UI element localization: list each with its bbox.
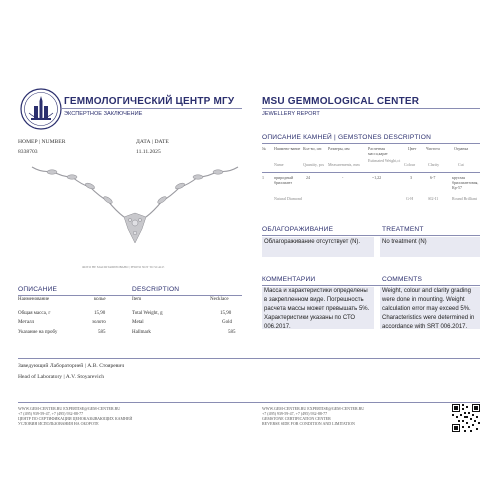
gem-row-cut-en: Round Brilliant [452,196,477,201]
gem-col-cut-en: Cut [458,162,464,167]
signature-ru [18,363,124,370]
treatment-divider [262,235,480,236]
gem-row-quantity: 24 [306,175,310,180]
comments-ru-text: Масса и характеристики определены в закрепленном виде. Погрешность расчета массы может превышать 5%. Характеристики указаны по СТО 006.2017. [264,288,370,330]
footer-right-line-3: REVERSE SIDE FOR CONDITION AND LIMITATION [262,421,355,426]
gem-col-num: № [262,146,266,151]
header-divider-en [262,108,480,109]
footer-right-line-1: +7 (495) 939-59-47, +7 (495) 932-88-77 [262,411,328,416]
gemstones-title: ОПИСАНИЕ КАМНЕЙ | GEMSTONES DESCRIPTION [262,134,432,141]
signature-en-sep: | [63,374,65,380]
necklace-photo [30,163,240,273]
desc-row-2-ru-label: Металл [18,320,35,325]
header-en-subtitle: JEWELLERY REPORT [262,111,320,117]
gem-col-meas-ru: Размеры, мм [328,146,350,151]
gem-col-name-ru: Наимено-вание [274,146,301,151]
gemstones-divider [262,143,480,144]
signature-ru-role: Заведующий Лабораторией [18,363,84,369]
header-ru-title: ГЕММОЛОГИЧЕСКИЙ ЦЕНТР МГУ [64,96,235,107]
desc-row-2-en-value: Gold [222,320,232,325]
footer-left-line-2: ЦЕНТР ПО СЕРТИФИКАЦИИ ЦЕНОКАЗЫВАЮЩИХ КАМНЕЙ [18,416,133,421]
description-en-title: DESCRIPTION [132,286,180,293]
gem-row-cut-ru: круглая бриллиантовая, Кр-57 [452,175,479,190]
desc-row-2-en-label: Metal [132,320,144,325]
description-divider [18,295,242,296]
gem-row-num: 1 [262,175,264,180]
number-label: НОМЕР | NUMBER [18,139,66,145]
date-value: 11.11.2025 [136,149,161,155]
desc-row-0-en-value: Necklace [210,297,229,302]
desc-row-0-en-label: Item [132,297,142,302]
comments-divider [262,285,480,286]
logo-emblem [20,88,62,130]
desc-row-3-ru-label: Указание на пробу [18,330,58,335]
comments-en-text: Weight, colour and clarity grading were done in mounting. Weight calculation error may exceed 5%. Characteristics were determined in accordance with SRT 006.2017. [382,288,475,330]
desc-row-1-en-value: 15,90 [220,311,232,316]
gem-row-weight: ~1,22 [372,175,382,180]
desc-row-1-ru-label: Общая масса, г [18,311,51,316]
header-ru-subtitle: ЭКСПЕРТНОЕ ЗАКЛЮЧЕНИЕ [64,111,143,117]
treatment-ru-text: Облагораживание отсутствует (N). [264,239,361,245]
desc-row-0-ru-label: Наименование [18,297,50,302]
footer-right-line-2: GEMSTONE CERTIFICATION CENTER [262,416,331,421]
footer-left-line-0: WWW.GEM-CENTER.RU EXPERTISE@GEM-CENTER.RU [18,406,121,411]
gem-col-meas-en: Measurements, mm [328,162,360,167]
header-en-title: MSU GEMMOLOGICAL CENTER [262,96,420,107]
gem-col-qty-en: Quantity, pcs [303,162,325,167]
signature-en-name: A.V. Stoyarevich [65,374,105,380]
desc-row-0-ru-value: колье [94,297,106,302]
treatment-en-text: No treatment (N) [382,239,427,245]
gem-row-name-en: Natural Diamond [274,196,302,201]
signature-en-role: Head of Laboratory [18,374,63,380]
gem-col-cut-ru: Огранка [454,146,469,151]
gem-col-colour-en: Colour [404,162,416,167]
footer-divider [18,402,480,403]
gem-col-clarity-ru: Чистота [426,146,440,151]
footer-left-line-3: УСЛОВИЯ ИСПОЛЬЗОВАНИЯ НА ОБОРОТЕ [18,421,99,426]
description-ru-title: ОПИСАНИЕ [18,286,58,293]
signature-ru-sep: | [84,363,86,369]
gem-col-qty-ru: Кол-во, шт. [303,146,323,151]
treatment-ru-title: ОБЛАГОРАЖИВАНИЕ [262,226,334,233]
gem-col-name-en: Name [274,162,284,167]
desc-row-2-ru-value: золото [92,320,106,325]
treatment-en-title: TREATMENT [382,226,424,233]
gemstones-header-divider [262,172,480,173]
comments-en-title: COMMENTS [382,276,423,283]
gem-row-name-ru: природный бриллиант [274,175,294,185]
gem-col-weight-en: Estimated Weight,ct [368,158,401,163]
photo-caption: ФОТО НЕ МАСШТАБИРОВАНО | PHOTO NOT TO SCALE [82,265,165,269]
signature-divider [18,358,480,359]
signature-en [18,374,104,381]
desc-row-3-en-label: Hallmark [132,330,151,335]
qr-code [452,404,480,432]
gem-col-colour-ru: Цвет [408,146,417,151]
gem-col-clarity-en: Clarity [428,162,440,167]
header-divider [62,108,242,109]
gem-row-clarity-en: SI2-I1 [428,196,439,201]
signature-ru-name: А.В. Стояревич [87,363,125,369]
footer-right-line-0: WWW.GEM-CENTER.RU EXPERTISE@GEM-CENTER.RU [262,406,365,411]
gem-row-clarity-ru: 6-7 [430,175,436,180]
gem-col-weight-ru: Расчетная масса,карат [368,146,388,156]
date-label: ДАТА | DATE [136,139,169,145]
desc-row-1-ru-value: 15,90 [94,311,106,316]
gem-row-colour-ru: 3 [410,175,412,180]
desc-row-1-en-label: Total Weight, g [132,311,163,316]
gem-row-measurements: - [342,175,344,180]
number-value: 8338703 [18,149,38,155]
gem-row-colour-en: G-H [406,196,414,201]
comments-ru-title: КОММЕНТАРИИ [262,276,316,283]
footer-left-line-1: +7 (495) 939-59-47, +7 (495) 932-88-77 [18,411,84,416]
desc-row-3-ru-value: 585 [98,330,106,335]
desc-row-3-en-value: 585 [228,330,236,335]
